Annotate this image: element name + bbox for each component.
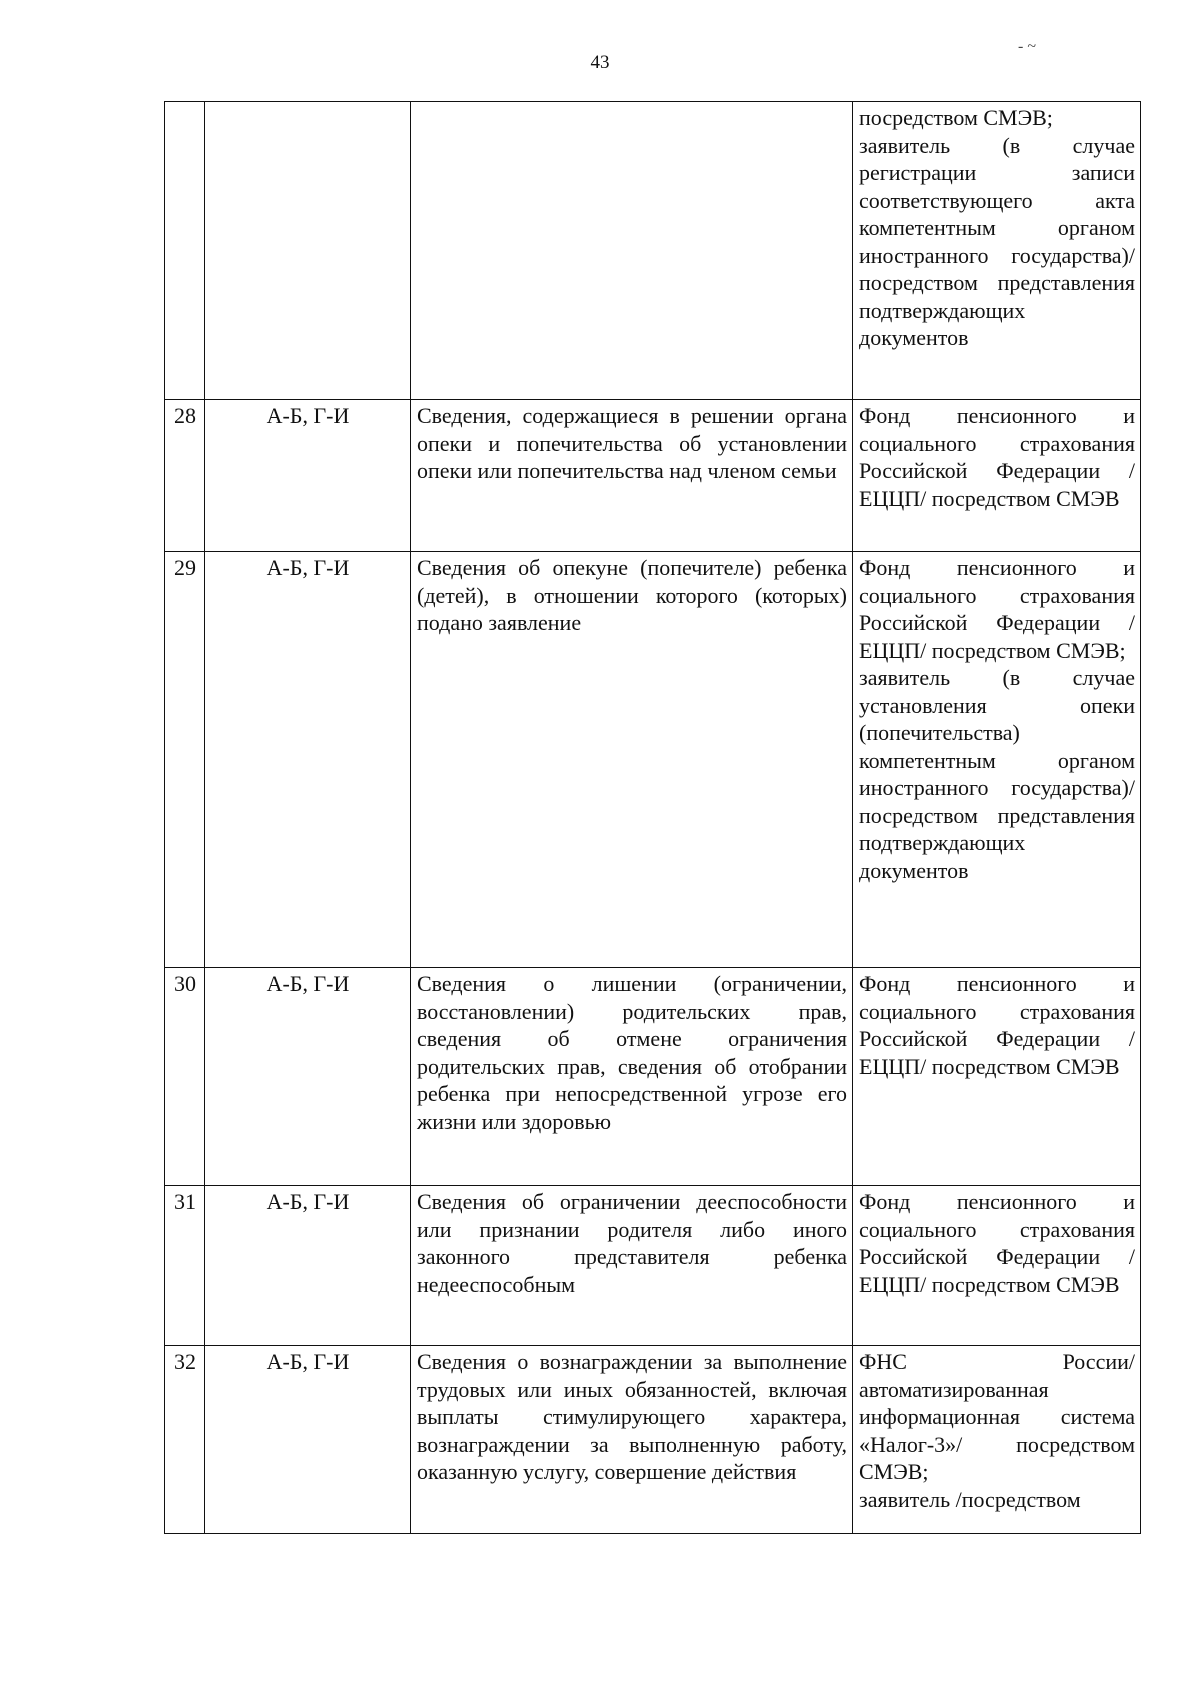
- row-source-cell: [853, 1186, 1141, 1346]
- row-codes-cell: А-Б, Г-И: [205, 968, 411, 1186]
- source-text: заявитель /посредством: [859, 1486, 1081, 1512]
- row-description-cell: Сведения о лишении (ограничении, восстановлении) родительских прав, сведения об отмене ограничения родительских прав, сведения об отобрании ребенка при непосредственной угрозе его жизни или здоровью: [411, 968, 853, 1186]
- source-text: ФНС России/ автоматизированная информационная система «Налог-3»/ посредством СМЭВ;: [859, 1349, 1135, 1484]
- table-row: [165, 400, 1141, 552]
- row-number-cell: 28: [165, 400, 205, 552]
- row-codes-cell: [205, 102, 411, 400]
- document-table: [164, 101, 1141, 1534]
- source-text: посредством СМЭВ;: [859, 105, 1053, 130]
- row-description-cell: Сведения об ограничении дееспособности или признании родителя либо иного законного представителя ребенка недееспособным: [411, 1186, 853, 1346]
- table-row-continuation: [165, 102, 1141, 400]
- source-text: Фонд пенсионного и социального страхования Российской Федерации /ЕЦЦП/ посредством СМЭВ: [859, 1189, 1135, 1297]
- row-description-cell: Сведения, содержащиеся в решении органа опеки и попечительства об установлении опеки или попечительства над членом семьи: [411, 400, 853, 552]
- row-source-cell: [853, 400, 1141, 552]
- row-number-cell: 29: [165, 552, 205, 968]
- source-text: заявитель (в случае регистрации записи соответствующего акта компетентным органом иностранного государства)/посредством представления подтверждающих документов: [859, 132, 1135, 350]
- row-number-cell: 32: [165, 1346, 205, 1534]
- page-number: 43: [590, 52, 610, 73]
- row-number-cell: [165, 102, 205, 400]
- row-description-cell: [411, 102, 853, 400]
- row-codes-cell: А-Б, Г-И: [205, 1346, 411, 1534]
- source-text: Фонд пенсионного и социального страхования Российской Федерации /ЕЦЦП/ посредством СМЭВ;: [859, 555, 1135, 663]
- table-row: [165, 1346, 1141, 1534]
- row-codes-cell: А-Б, Г-И: [205, 1186, 411, 1346]
- source-text: Фонд пенсионного и социального страхования Российской Федерации /ЕЦЦП/ посредством СМЭВ: [859, 403, 1135, 511]
- source-text: Фонд пенсионного и социального страхования Российской Федерации /ЕЦЦП/ посредством СМЭВ: [859, 971, 1135, 1079]
- table-row: [165, 968, 1141, 1186]
- row-description-cell: Сведения об опекуне (попечителе) ребенка (детей), в отношении которого (которых) подано заявление: [411, 552, 853, 968]
- row-source-cell: [853, 1346, 1141, 1534]
- row-number-cell: 30: [165, 968, 205, 1186]
- row-codes-cell: А-Б, Г-И: [205, 400, 411, 552]
- row-description-cell: Сведения о вознаграждении за выполнение трудовых или иных обязанностей, включая выплаты стимулирующего характера, вознаграждении за выполненную работу, оказанную услугу, совершение действия: [411, 1346, 853, 1534]
- table-row: [165, 552, 1141, 968]
- row-source-cell: [853, 552, 1141, 968]
- row-number-cell: 31: [165, 1186, 205, 1346]
- scan-artifact-mark: - ~: [1018, 38, 1036, 55]
- table-row: [165, 1186, 1141, 1346]
- row-source-cell: [853, 102, 1141, 400]
- row-codes-cell: А-Б, Г-И: [205, 552, 411, 968]
- source-text: заявитель (в случае установления опеки (попечительства) компетентным органом иностранного государства)/посредством представления подтверждающих документов: [859, 665, 1135, 883]
- row-source-cell: [853, 968, 1141, 1186]
